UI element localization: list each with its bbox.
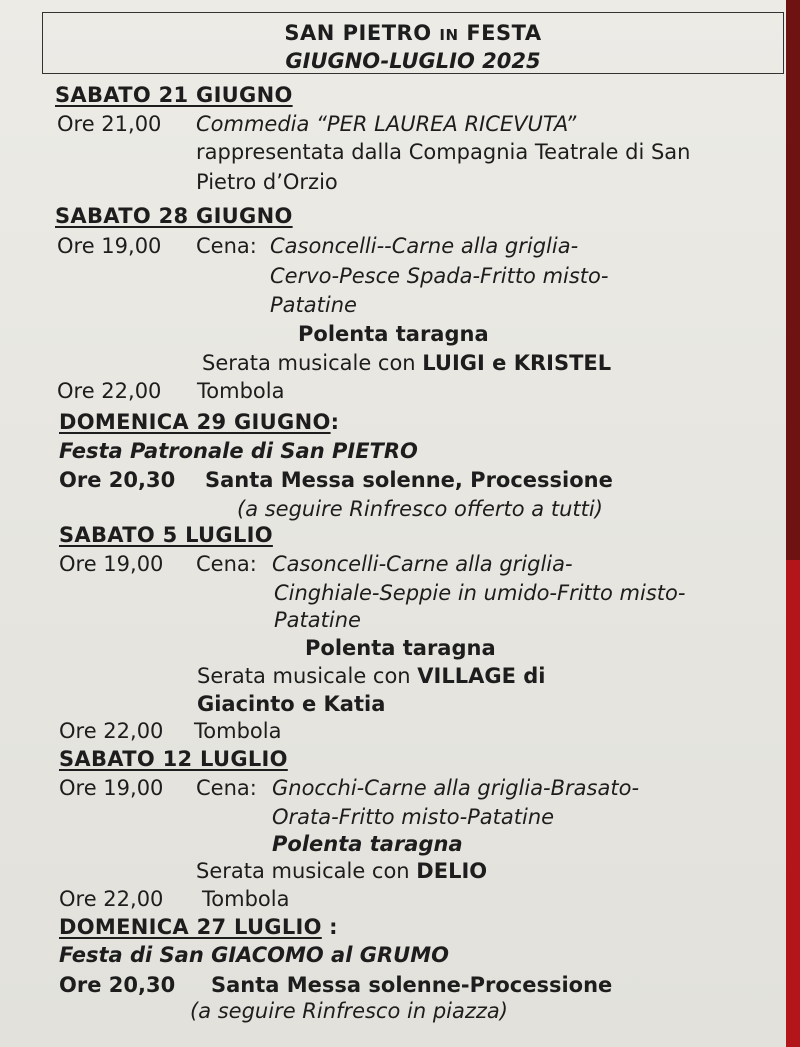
event-2-menu: Patatine <box>270 293 357 317</box>
event-2-time: Ore 19,00 <box>57 234 162 258</box>
event-5-tombola-time: Ore 22,00 <box>59 887 164 911</box>
event-4-menu: Patatine <box>274 608 361 632</box>
event-2-tombola-time: Ore 22,00 <box>57 379 162 403</box>
poster-subtitle: GIUGNO-LUGLIO 2025 <box>285 49 541 73</box>
event-6-feast: Festa di San GIACOMO al GRUMO <box>59 943 449 967</box>
event-5-menu: Orata-Fritto misto-Patatine <box>272 805 555 829</box>
event-6-note: (a seguire Rinfresco in piazza) <box>190 999 508 1023</box>
event-5-music-artist: DELIO <box>416 859 488 883</box>
event-6-heading: DOMENICA 27 LUGLIO <box>59 915 322 939</box>
event-4-menu: Casoncelli-Carne alla griglia- <box>272 552 573 576</box>
event-5-polenta: Polenta taragna <box>272 832 463 856</box>
event-5-music: Serata musicale con DELIO <box>196 859 488 883</box>
event-5-heading: SABATO 12 LUGLIO <box>59 747 288 771</box>
event-3-feast: Festa Patronale di San PIETRO <box>59 439 418 463</box>
event-6-heading-row: DOMENICA 27 LUGLIO : <box>59 915 338 939</box>
event-4-polenta: Polenta taragna <box>305 636 496 660</box>
event-2-heading: SABATO 28 GIUGNO <box>55 204 293 228</box>
event-4-tombola-time: Ore 22,00 <box>59 719 164 743</box>
event-4-music-artist-line2: Giacinto e Katia <box>197 692 386 716</box>
event-2-menu: Casoncelli--Carne alla griglia- <box>270 234 579 258</box>
event-2-dinner-label: Cena: <box>196 234 257 258</box>
event-6-mass-time: Ore 20,30 <box>59 973 176 997</box>
event-4-menu: Cinghiale-Seppie in umido-Fritto misto- <box>274 581 686 605</box>
event-5-tombola: Tombola <box>202 887 290 911</box>
event-3-heading: DOMENICA 29 GIUGNO <box>59 410 331 434</box>
poster-title: SAN PIETRO IN FESTA <box>284 21 542 45</box>
event-4-music-artist: VILLAGE di <box>417 664 546 688</box>
event-1-show-title: Commedia “PER LAUREA RICEVUTA” <box>196 112 577 136</box>
event-5-menu: Gnocchi-Carne alla griglia-Brasato- <box>272 776 640 800</box>
background-red-edge <box>786 560 800 1047</box>
event-2-menu: Cervo-Pesce Spada-Fritto misto- <box>270 264 609 288</box>
event-3-heading-row: DOMENICA 29 GIUGNO: <box>59 410 339 434</box>
event-3-note: (a seguire Rinfresco offerto a tutti) <box>237 497 603 521</box>
event-1-time: Ore 21,00 <box>57 112 162 136</box>
event-4-music: Serata musicale con VILLAGE di <box>197 664 546 688</box>
event-1-show-desc: rappresentata dalla Compagnia Teatrale di San <box>196 140 691 164</box>
event-6-mass: Santa Messa solenne-Processione <box>211 973 613 997</box>
event-1-show-desc: Pietro d’Orzio <box>196 170 338 194</box>
event-4-tombola: Tombola <box>194 719 282 743</box>
event-3-mass: Santa Messa solenne, Processione <box>205 468 613 492</box>
event-3-mass-time: Ore 20,30 <box>59 468 176 492</box>
event-5-time: Ore 19,00 <box>59 776 164 800</box>
event-1-heading: SABATO 21 GIUGNO <box>55 83 293 107</box>
event-4-heading: SABATO 5 LUGLIO <box>59 523 273 547</box>
event-2-music-artist: LUIGI e KRISTEL <box>422 351 612 375</box>
event-4-dinner-label: Cena: <box>196 552 257 576</box>
title-box <box>42 12 784 74</box>
event-5-dinner-label: Cena: <box>196 776 257 800</box>
event-2-tombola: Tombola <box>197 379 285 403</box>
event-2-music: Serata musicale con LUIGI e KRISTEL <box>202 351 612 375</box>
event-4-time: Ore 19,00 <box>59 552 164 576</box>
event-2-polenta: Polenta taragna <box>298 322 489 346</box>
